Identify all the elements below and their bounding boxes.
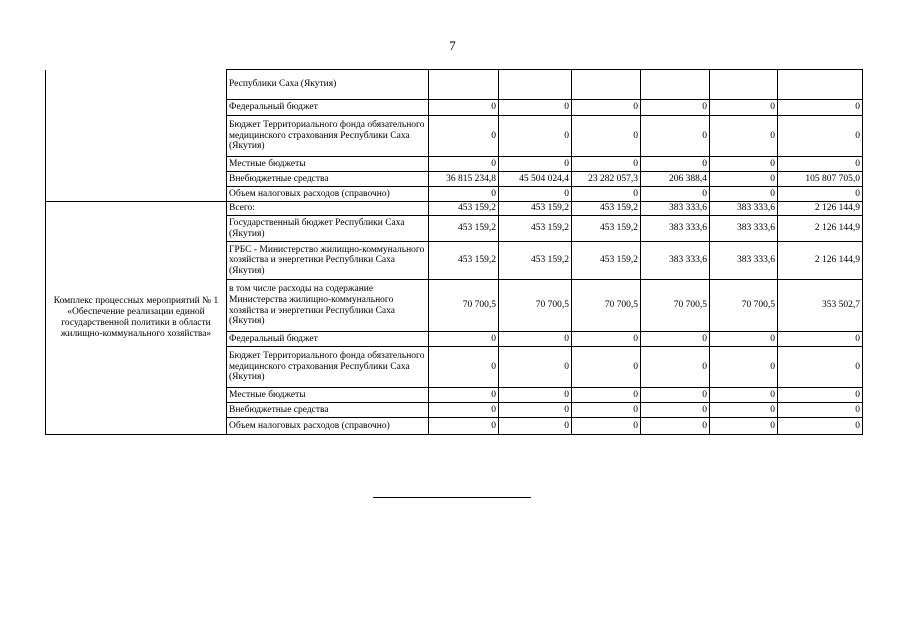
value-cell: 383 333,6 — [710, 202, 778, 216]
value-cell: 453 159,2 — [499, 242, 572, 280]
value-cell: 0 — [641, 388, 710, 403]
value-cell: 2 126 144,9 — [778, 216, 863, 242]
funding-source-label: в том числе расходы на содержание Министерства жилищно-коммунального хозяйства и энергетики Республики Саха (Якутия) — [227, 280, 429, 332]
value-cell: 0 — [778, 347, 863, 388]
funding-source-label: Федеральный бюджет — [227, 100, 429, 116]
value-cell: 453 159,2 — [572, 202, 641, 216]
value-cell: 206 388,4 — [641, 172, 710, 187]
value-cell: 0 — [572, 332, 641, 347]
value-cell: 0 — [429, 100, 499, 116]
value-cell: 0 — [710, 187, 778, 202]
value-cell: 0 — [499, 187, 572, 202]
value-cell — [572, 70, 641, 100]
value-cell: 105 807 705,0 — [778, 172, 863, 187]
value-cell: 0 — [572, 187, 641, 202]
value-cell: 0 — [499, 100, 572, 116]
page-number: 7 — [449, 38, 456, 53]
value-cell: 383 333,6 — [641, 242, 710, 280]
value-cell: 453 159,2 — [572, 242, 641, 280]
value-cell: 0 — [641, 100, 710, 116]
value-cell: 0 — [499, 347, 572, 388]
value-cell — [710, 70, 778, 100]
value-cell: 0 — [778, 418, 863, 435]
value-cell: 0 — [429, 347, 499, 388]
value-cell: 453 159,2 — [429, 242, 499, 280]
table-row — [46, 202, 863, 216]
value-cell: 0 — [710, 403, 778, 418]
value-cell: 0 — [641, 332, 710, 347]
value-cell: 0 — [499, 418, 572, 435]
value-cell: 0 — [710, 332, 778, 347]
budget-table — [45, 69, 863, 435]
value-cell: 0 — [499, 388, 572, 403]
value-cell: 0 — [499, 157, 572, 172]
value-cell: 383 333,6 — [641, 202, 710, 216]
value-cell — [429, 70, 499, 100]
funding-source-label: Внебюджетные средства — [227, 172, 429, 187]
value-cell: 353 502,7 — [778, 280, 863, 332]
value-cell: 453 159,2 — [429, 202, 499, 216]
value-cell: 0 — [778, 403, 863, 418]
funding-source-label: Государственный бюджет Республики Саха (Якутия) — [227, 216, 429, 242]
value-cell: 70 700,5 — [572, 280, 641, 332]
value-cell: 383 333,6 — [710, 216, 778, 242]
value-cell: 0 — [429, 332, 499, 347]
funding-source-label: Местные бюджеты — [227, 157, 429, 172]
value-cell: 0 — [641, 403, 710, 418]
value-cell: 0 — [710, 100, 778, 116]
value-cell: 0 — [429, 403, 499, 418]
value-cell: 0 — [499, 403, 572, 418]
value-cell: 70 700,5 — [641, 280, 710, 332]
value-cell: 0 — [641, 347, 710, 388]
value-cell: 0 — [572, 100, 641, 116]
funding-source-label: Бюджет Территориального фонда обязательного медицинского страхования Республики Саха (Якутия) — [227, 116, 429, 157]
value-cell: 36 815 234,8 — [429, 172, 499, 187]
value-cell: 0 — [429, 157, 499, 172]
value-cell: 0 — [710, 388, 778, 403]
value-cell: 0 — [778, 100, 863, 116]
value-cell: 0 — [778, 116, 863, 157]
value-cell: 383 333,6 — [641, 216, 710, 242]
funding-source-label: Объем налоговых расходов (справочно) — [227, 187, 429, 202]
value-cell: 0 — [429, 388, 499, 403]
value-cell: 0 — [499, 116, 572, 157]
value-cell: 0 — [641, 187, 710, 202]
value-cell: 0 — [429, 116, 499, 157]
value-cell — [641, 70, 710, 100]
value-cell: 2 126 144,9 — [778, 202, 863, 216]
value-cell: 0 — [572, 388, 641, 403]
value-cell: 0 — [429, 187, 499, 202]
value-cell: 0 — [572, 116, 641, 157]
value-cell: 453 159,2 — [499, 202, 572, 216]
value-cell: 0 — [572, 347, 641, 388]
value-cell: 0 — [710, 172, 778, 187]
value-cell: 0 — [778, 388, 863, 403]
value-cell: 0 — [778, 332, 863, 347]
program-name-cell: Комплекс процессных мероприятий № 1 «Обеспечение реализации единой государственной политики в области жилищно-коммунального хозяйства» — [46, 202, 227, 435]
value-cell: 0 — [710, 116, 778, 157]
value-cell: 70 700,5 — [710, 280, 778, 332]
funding-source-label: Всего: — [227, 202, 429, 216]
value-cell: 70 700,5 — [429, 280, 499, 332]
value-cell — [778, 70, 863, 100]
funding-source-label: Бюджет Территориального фонда обязательного медицинского страхования Республики Саха (Якутия) — [227, 347, 429, 388]
value-cell: 0 — [778, 157, 863, 172]
value-cell: 0 — [641, 418, 710, 435]
value-cell: 0 — [710, 347, 778, 388]
value-cell: 0 — [572, 418, 641, 435]
value-cell: 0 — [499, 332, 572, 347]
value-cell: 0 — [572, 403, 641, 418]
value-cell: 453 159,2 — [499, 216, 572, 242]
value-cell: 0 — [710, 418, 778, 435]
value-cell: 453 159,2 — [572, 216, 641, 242]
value-cell — [499, 70, 572, 100]
funding-source-label: Объем налоговых расходов (справочно) — [227, 418, 429, 435]
footnote-separator — [373, 497, 531, 498]
value-cell: 0 — [710, 157, 778, 172]
funding-source-label: Федеральный бюджет — [227, 332, 429, 347]
value-cell: 45 504 024,4 — [499, 172, 572, 187]
value-cell: 453 159,2 — [429, 216, 499, 242]
value-cell: 0 — [641, 116, 710, 157]
value-cell: 0 — [572, 157, 641, 172]
value-cell: 23 282 057,3 — [572, 172, 641, 187]
value-cell: 70 700,5 — [499, 280, 572, 332]
funding-source-label: ГРБС - Министерство жилищно-коммунального хозяйства и энергетики Республики Саха (Якутия) — [227, 242, 429, 280]
value-cell: 0 — [778, 187, 863, 202]
value-cell: 2 126 144,9 — [778, 242, 863, 280]
funding-source-label: Внебюджетные средства — [227, 403, 429, 418]
value-cell: 383 333,6 — [710, 242, 778, 280]
table-row — [46, 70, 863, 100]
value-cell: 0 — [641, 157, 710, 172]
program-name-cell — [46, 70, 227, 202]
funding-source-label: Республики Саха (Якутия) — [227, 70, 429, 100]
value-cell: 0 — [429, 418, 499, 435]
funding-source-label: Местные бюджеты — [227, 388, 429, 403]
